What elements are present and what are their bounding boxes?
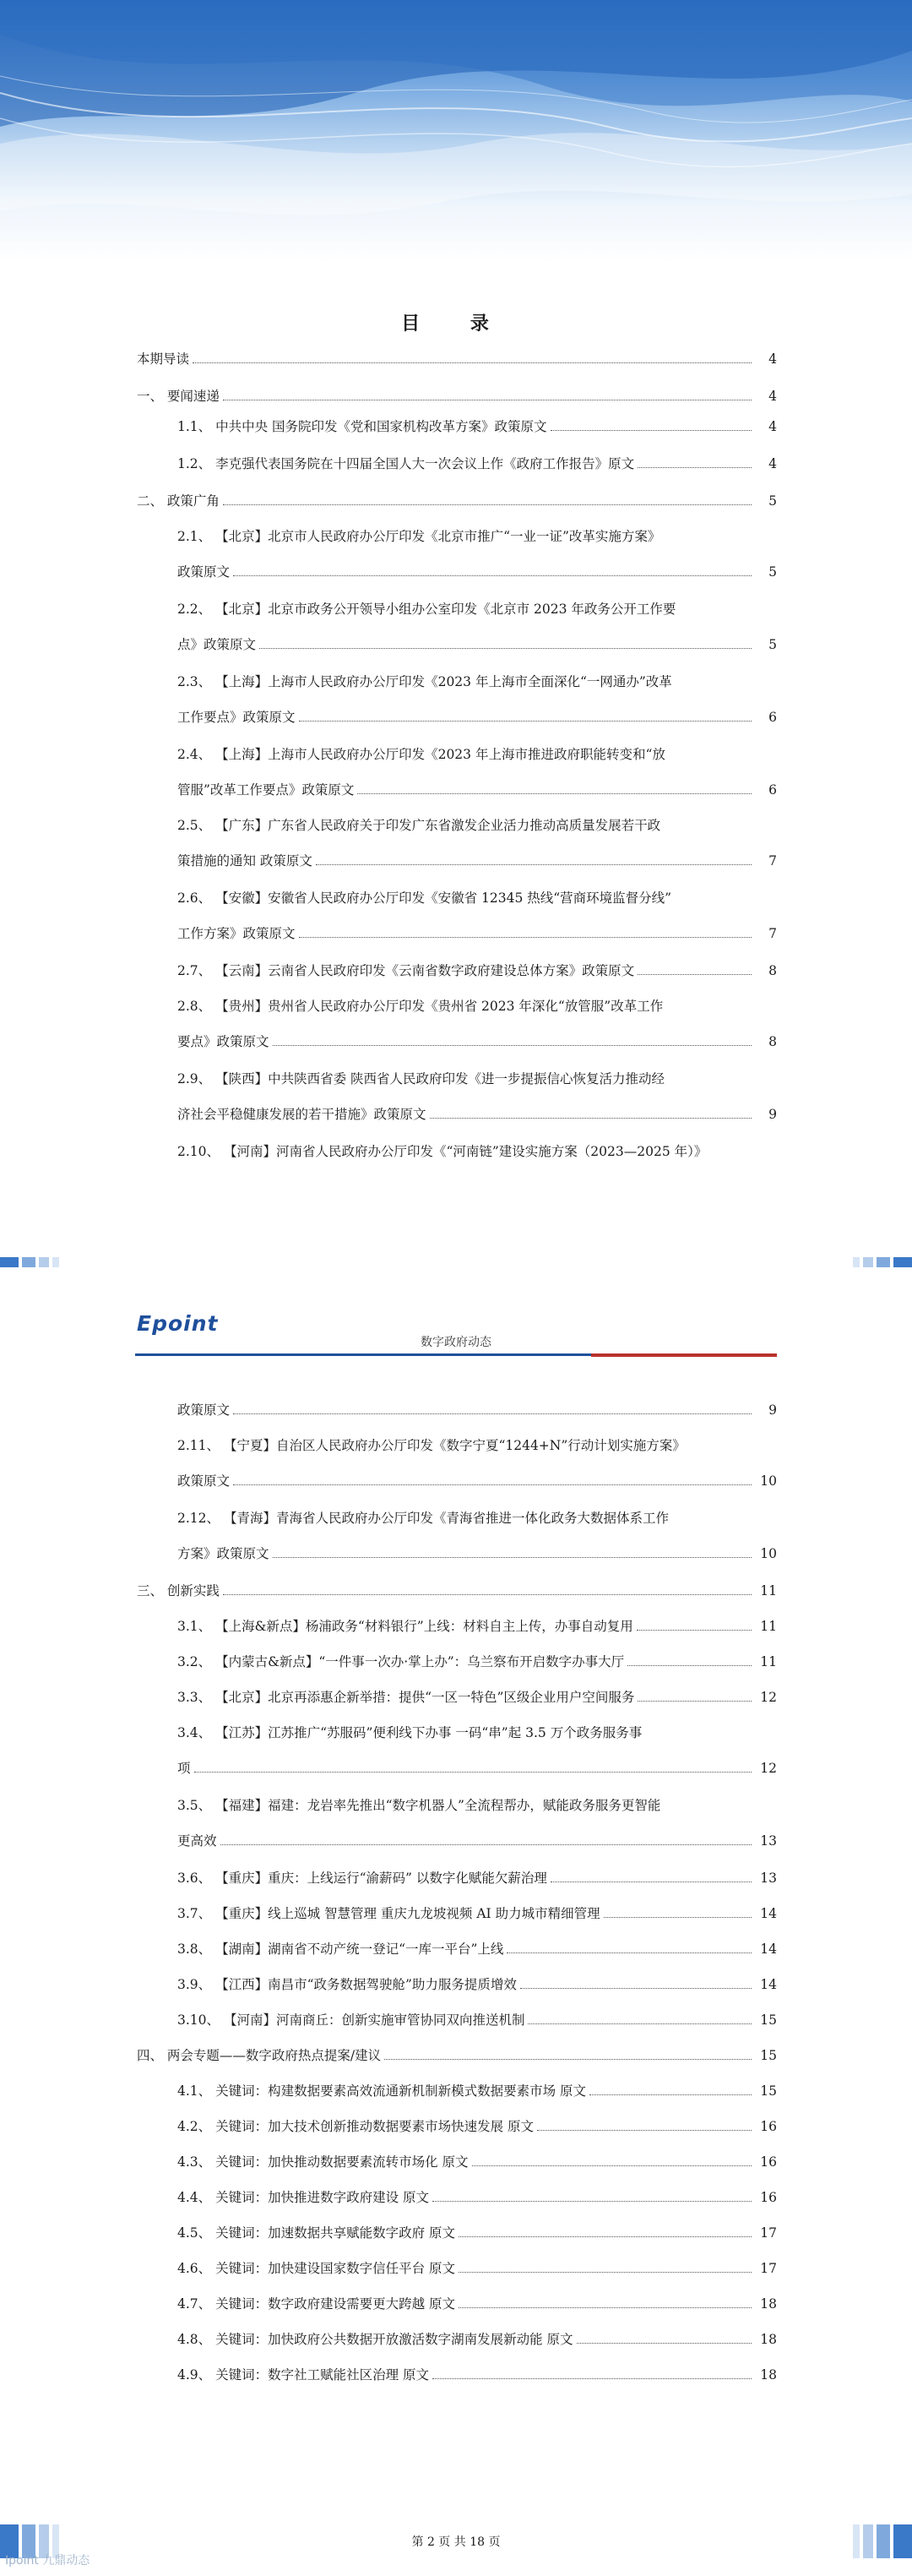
- toc-entry-text: 4.4、 关键词：加快推进数字政府建设 原文: [177, 2190, 430, 2205]
- dot-leader: [432, 2378, 752, 2379]
- toc-page-number: 16: [760, 2154, 777, 2170]
- dot-leader: [430, 1118, 752, 1119]
- toc-entry-text: 4.1、 关键词：构建数据要素高效流通新机制新模式数据要素市场 原文: [177, 2083, 587, 2099]
- dot-leader: [233, 1413, 752, 1414]
- toc-entry-text: 点》政策原文: [177, 637, 257, 652]
- dot-leader: [384, 2059, 752, 2060]
- toc-page-number: 10: [760, 1473, 777, 1489]
- toc-entry-text: 3.9、 【江西】南昌市“政务数据驾驶舱”助力服务提质增效: [177, 1977, 517, 1992]
- dot-leader: [273, 1045, 752, 1046]
- header-title: 数字政府动态: [421, 1336, 491, 1349]
- dot-leader: [459, 2272, 752, 2273]
- toc-entry-text: 2.5、 【广东】广东省人民政府关于印发广东省激发企业活力推动高质量发展若干政: [177, 818, 661, 833]
- toc-entry-text: 三、 创新实践: [137, 1583, 220, 1598]
- watermark: Ipoint 九鼎动态: [5, 2554, 90, 2568]
- toc-entry-text: 2.11、 【宁夏】自治区人民政府办公厅印发《数字宁夏“1244+N”行动计划实施方案》: [177, 1438, 686, 1453]
- toc-page-number: 13: [760, 1833, 777, 1849]
- toc-entry-text: 2.4、 【上海】上海市人民政府办公厅印发《2023 年上海市推进政府职能转变和“放: [177, 747, 665, 762]
- toc-entry-text: 3.8、 【湖南】湖南省不动产统一登记“一库一平台”上线: [177, 1942, 504, 1957]
- toc-entry-text: 1.2、 李克强代表国务院在十四届全国人大一次会议上作《政府工作报告》原文: [177, 456, 635, 471]
- toc-page-number: 15: [760, 2012, 777, 2028]
- toc-entry-text: 2.10、 【河南】河南省人民政府办公厅印发《“河南链”建设实施方案（2023—2025 年）》: [177, 1144, 708, 1159]
- page-number: 第 2 页 共 18 页: [411, 2535, 501, 2549]
- toc-entry-text: 3.7、 【重庆】线上巡城 智慧管理 重庆九龙坡视频 AI 助力城市精细管理: [177, 1906, 600, 1921]
- toc-entry-text: 要点》政策原文: [177, 1034, 269, 1049]
- dot-leader: [577, 2343, 752, 2344]
- toc-entry-text: 3.10、 【河南】河南商丘：创新实施审管协同双向推送机制: [177, 2012, 525, 2028]
- dot-leader: [472, 2165, 752, 2166]
- toc-entry-text: 工作方案》政策原文: [177, 926, 296, 941]
- dot-leader: [604, 1917, 752, 1918]
- toc-entry-text: 4.8、 关键词：加快政府公共数据开放激活数字湖南发展新动能 原文: [177, 2332, 573, 2347]
- dot-leader: [432, 2201, 752, 2202]
- toc-entry-text: 2.2、 【北京】北京市政务公开领导小组办公室印发《北京市 2023 年政务公开工作要: [177, 602, 676, 617]
- toc-entry-text: 4.2、 关键词：加大技术创新推动数据要素市场快速发展 原文: [177, 2119, 535, 2134]
- dot-leader: [223, 1594, 752, 1595]
- toc-entry-text: 政策原文: [177, 1402, 231, 1418]
- dot-leader: [459, 2236, 752, 2237]
- dot-leader: [299, 937, 752, 938]
- toc-page-number: 16: [760, 2119, 777, 2134]
- toc-entry-text: 济社会平稳健康发展的若干措施》政策原文: [177, 1107, 426, 1122]
- toc-page-number: 12: [760, 1761, 777, 1776]
- toc-entry-text: 3.5、 【福建】福建：龙岩率先推出“数字机器人”全流程帮办，赋能政务服务更智能: [177, 1798, 661, 1813]
- dot-leader: [193, 362, 752, 363]
- toc-page-number: 14: [760, 1942, 777, 1957]
- dot-leader: [589, 2094, 752, 2095]
- toc-page-number: 18: [760, 2332, 777, 2347]
- toc-page-number: 5: [768, 493, 777, 509]
- toc-entry-text: 1.1、 中共中央 国务院印发《党和国家机构改革方案》政策原文: [177, 419, 547, 434]
- dot-leader: [194, 1772, 752, 1773]
- toc-page-number: 15: [760, 2083, 777, 2099]
- dot-leader: [259, 648, 752, 649]
- toc-entry-text: 四、 两会专题——数字政府热点提案/建议: [137, 2048, 382, 2063]
- toc-entry-text: 工作要点》政策原文: [177, 710, 296, 725]
- toc-entry-text: 4.5、 关键词：加速数据共享赋能数字政府 原文: [177, 2225, 456, 2241]
- toc-entry-text: 2.6、 【安徽】安徽省人民政府办公厅印发《安徽省 12345 热线“营商环境监督分线”: [177, 890, 672, 906]
- dot-leader: [357, 793, 752, 794]
- toc-page-number: 8: [768, 1034, 777, 1049]
- dot-leader: [459, 2307, 752, 2308]
- toc-entry-text: 2.1、 【北京】北京市人民政府办公厅印发《北京市推广“一业一证”改革实施方案》: [177, 529, 661, 544]
- dot-leader: [638, 1701, 752, 1702]
- toc-entry-text: 2.8、 【贵州】贵州省人民政府办公厅印发《贵州省 2023 年深化“放管服”改革工作: [177, 999, 664, 1014]
- toc-entry-text: 4.3、 关键词：加快推动数据要素流转市场化 原文: [177, 2154, 469, 2170]
- toc-page-1: [0, 0, 912, 1267]
- toc-page-number: 4: [768, 351, 777, 367]
- toc-page-number: 14: [760, 1906, 777, 1921]
- toc-entry-text: 政策原文: [177, 564, 231, 580]
- dot-leader: [528, 2023, 752, 2024]
- toc-page-number: 6: [768, 782, 777, 798]
- toc-page-number: 13: [760, 1871, 777, 1886]
- toc-page-number: 11: [760, 1583, 777, 1598]
- toc-page-number: 4: [768, 389, 777, 404]
- toc-entry-text: 3.3、 【北京】北京再添惠企新举措：提供“一区一特色”区级企业用户空间服务: [177, 1690, 635, 1705]
- toc-entry-text: 4.9、 关键词：数字社工赋能社区治理 原文: [177, 2367, 430, 2383]
- toc-entry-text: 方案》政策原文: [177, 1546, 269, 1561]
- toc-entry-text: 二、 政策广角: [137, 493, 220, 509]
- dot-leader: [233, 575, 752, 576]
- dot-leader: [637, 1630, 752, 1631]
- dot-leader: [299, 721, 752, 722]
- dot-leader: [316, 864, 752, 865]
- epoint-logo: Epoint: [137, 1311, 219, 1336]
- toc-entry-text: 项: [177, 1761, 191, 1776]
- toc-entry-text: 2.3、 【上海】上海市人民政府办公厅印发《2023 年上海市全面深化“一网通办”改革: [177, 674, 672, 689]
- dot-leader: [627, 1665, 752, 1666]
- toc-page-number: 6: [768, 710, 777, 725]
- toc-page-number: 18: [760, 2367, 777, 2383]
- toc-entry-text: 管服”改革工作要点》政策原文: [177, 782, 355, 798]
- toc-entry-text: 3.2、 【内蒙古&新点】“一件事一次办·掌上办”：乌兰察布开启数字办事大厅: [177, 1654, 625, 1669]
- toc-entry-text: 更高效: [177, 1833, 217, 1849]
- toc-entry-text: 本期导读: [137, 351, 190, 367]
- header-rule-accent: [591, 1353, 777, 1357]
- toc-page-2: [0, 1267, 912, 2576]
- toc-entry-text: 3.1、 【上海&新点】杨浦政务“材料银行”上线：材料自主上传，办事自动复用: [177, 1619, 633, 1634]
- dot-leader: [220, 1844, 752, 1845]
- toc-entry-text: 3.6、 【重庆】重庆：上线运行“渝薪码” 以数字化赋能欠薪治理: [177, 1871, 547, 1886]
- toc-page-number: 17: [760, 2261, 777, 2276]
- toc-page-number: 4: [768, 419, 777, 434]
- toc-entry-text: 政策原文: [177, 1473, 231, 1489]
- header-banner: [0, 0, 912, 262]
- page-footer: [0, 2524, 912, 2563]
- toc-entry-text: 4.6、 关键词：加快建设国家数字信任平台 原文: [177, 2261, 456, 2276]
- dot-leader: [507, 1952, 752, 1953]
- toc-page-number: 12: [760, 1690, 777, 1705]
- toc-page-number: 11: [760, 1654, 777, 1669]
- toc-entry-text: 2.9、 【陕西】中共陕西省委 陕西省人民政府印发《进一步提振信心恢复活力推动经: [177, 1071, 665, 1086]
- dot-leader: [520, 1988, 752, 1989]
- toc-title: 目 录: [401, 313, 511, 335]
- toc-page-number: 9: [768, 1402, 777, 1418]
- toc-page-number: 8: [768, 963, 777, 978]
- toc-page-number: 7: [768, 853, 777, 869]
- toc-page-number: 5: [768, 564, 777, 580]
- dot-leader: [638, 974, 752, 975]
- dot-leader: [551, 430, 752, 431]
- toc-entry-text: 3.4、 【江苏】江苏推广“苏服码”便利线下办事 一码“串”起 3.5 万个政务服务事: [177, 1725, 643, 1740]
- toc-page-number: 10: [760, 1546, 777, 1561]
- dot-leader: [537, 2130, 752, 2131]
- toc-page-number: 18: [760, 2296, 777, 2312]
- toc-page-number: 17: [760, 2225, 777, 2241]
- toc-page-number: 14: [760, 1977, 777, 1992]
- toc-entry-text: 4.7、 关键词：数字政府建设需要更大跨越 原文: [177, 2296, 456, 2312]
- dot-leader: [638, 467, 752, 468]
- dot-leader: [273, 1557, 752, 1558]
- toc-page-number: 15: [760, 2048, 777, 2063]
- dot-leader: [233, 1484, 752, 1485]
- toc-entry-text: 一、 要闻速递: [137, 389, 220, 404]
- toc-page-number: 9: [768, 1107, 777, 1122]
- toc-page-number: 11: [760, 1619, 777, 1634]
- toc-page-number: 16: [760, 2190, 777, 2205]
- toc-page-number: 5: [768, 637, 777, 652]
- toc-entry-text: 2.12、 【青海】青海省人民政府办公厅印发《青海省推进一体化政务大数据体系工作: [177, 1511, 669, 1526]
- banner-waves: [0, 0, 912, 262]
- toc-entry-text: 策措施的通知 政策原文: [177, 853, 312, 869]
- dot-leader: [223, 504, 752, 505]
- toc-page-number: 7: [768, 926, 777, 941]
- toc-page-number: 4: [768, 456, 777, 471]
- toc-entry-text: 2.7、 【云南】云南省人民政府印发《云南省数字政府建设总体方案》政策原文: [177, 963, 635, 978]
